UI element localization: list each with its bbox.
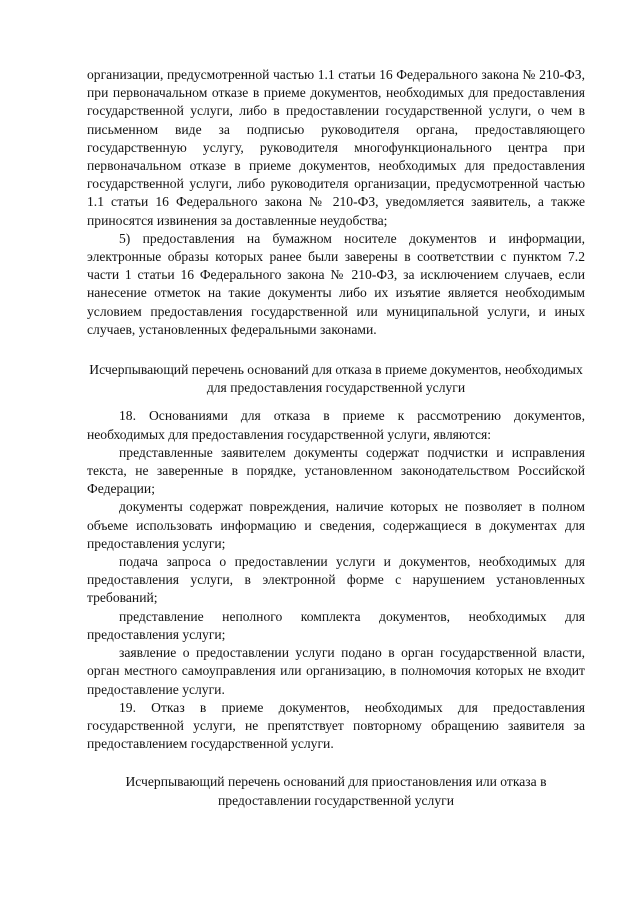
- paragraph-18-item: представленные заявителем документы содержат подчистки и исправления текста, не заверенные в порядке, установленном законодательством Российской Федерации;: [87, 444, 585, 497]
- paragraph-18-item: представление неполного комплекта документов, необходимых для предоставления услуги;: [87, 608, 585, 642]
- spacer: [87, 753, 585, 773]
- spacer: [87, 339, 585, 361]
- paragraph-19: 19. Отказ в приеме документов, необходимых для предоставления государственной услуги, не препятствует повторному обращению заявителя за предоставлением государственной услуги.: [87, 699, 585, 752]
- paragraph-continuation: организации, предусмотренной частью 1.1 статьи 16 Федерального закона № 210-ФЗ, при первоначальном отказе в приеме документов, необходимых для предоставления государственной услуги, либо в предоставлении государственной услуги, о чем в письменном виде за подписью руководителя органа, предоставляющего государственную услугу, руководителя многофункционального центра при первоначальном отказе в приеме документов, необходимых для предоставления государственной услуги, либо руководителя организации, предусмотренной частью 1.1 статьи 16 Федерального закона № 210-ФЗ, уведомляется заявитель, а также приносятся извинения за доставленные неудобства;: [87, 67, 585, 228]
- paragraph-item-5: 5) предоставления на бумажном носителе документов и информации, электронные образы которых ранее были заверены в соответствии с пунктом 7.2 части 1 статьи 16 Федерального закона № 210-ФЗ, за исключением случаев, если нанесение отметок на такие документы либо их изъятие является необходимым условием предоставления государственной или муниципальной услуги, и иных случаев, установленных федеральными законами.: [87, 230, 585, 337]
- document-body: [87, 66, 585, 810]
- section-heading-suspension: Исчерпывающий перечень оснований для приостановления или отказа в предоставлении государственной услуги: [125, 774, 547, 808]
- section-heading-refusal-documents: Исчерпывающий перечень оснований для отказа в приеме документов, необходимых для предоставления государственной услуги: [89, 362, 583, 396]
- paragraph-18-intro: 18. Основаниями для отказа в приеме к рассмотрению документов, необходимых для предоставления государственной услуги, являются:: [87, 408, 585, 442]
- spacer: [87, 397, 585, 407]
- paragraph-18-item: документы содержат повреждения, наличие которых не позволяет в полном объеме использовать информацию и сведения, содержащиеся в документах для предоставления услуги;: [87, 499, 585, 551]
- paragraph-18-item: подача запроса о предоставлении услуги и документов, необходимых для предоставления услуги, в электронной форме с нарушением установленных требований;: [87, 554, 585, 606]
- paragraph-18-item: заявление о предоставлении услуги подано в орган государственной власти, орган местного самоуправления или организацию, в полномочия которых не входит предоставление услуги.: [87, 645, 585, 697]
